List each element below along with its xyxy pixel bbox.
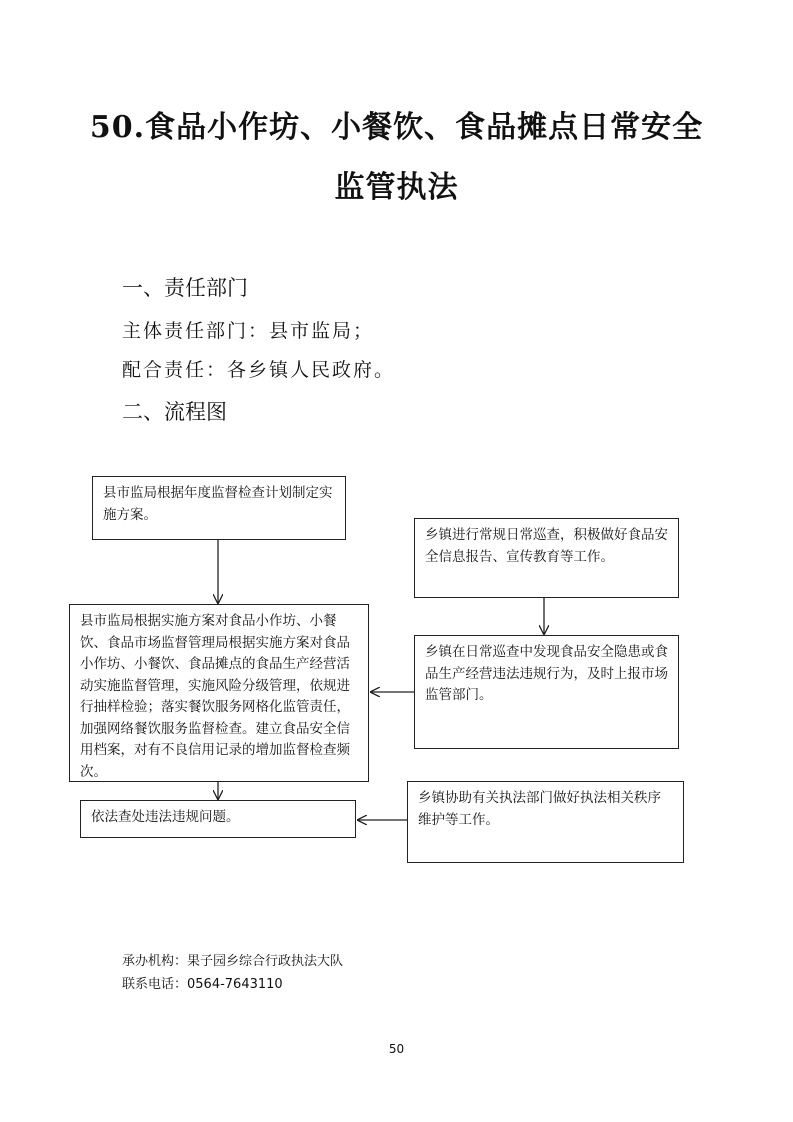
- section-heading-responsibility: 一、责任部门: [122, 276, 248, 300]
- page-title-line-1: 50.食品小作坊、小餐饮、食品摊点日常安全: [89, 110, 704, 145]
- flow-box-punish: 依法查处违法违规问题。: [80, 800, 356, 838]
- footer-phone: 联系电话：0564-7643110: [122, 977, 283, 992]
- footer-organization: 承办机构：果子园乡综合行政执法大队: [122, 954, 344, 969]
- cooperating-department-text: 配合责任：各乡镇人民政府。: [122, 359, 396, 381]
- flow-box-patrol: 乡镇进行常规日常巡查，积极做好食品安全信息报告、宣传教育等工作。: [414, 518, 679, 598]
- flow-box-plan: 县市监局根据年度监督检查计划制定实施方案。: [92, 476, 346, 540]
- flow-box-supervision: 县市监局根据实施方案对食品小作坊、小餐饮、食品市场监督管理局根据实施方案对食品小作坊、小餐饮、食品摊点的食品生产经营活动实施监督管理，实施风险分级管理，依规进行抽样检验；落实餐饮服务网格化监管责任，加强网络餐饮服务监督检查。建立食品安全信用档案，对有不良信用记录的增加监督检查频次。: [69, 604, 369, 782]
- main-department-text: 主体责任部门：县市监局；: [122, 320, 375, 342]
- page-title-line-2: 监管执法: [334, 170, 459, 205]
- section-heading-flowchart: 二、流程图: [122, 400, 227, 424]
- flow-box-report: 乡镇在日常巡查中发现食品安全隐患或食品生产经营违法违规行为，及时上报市场监管部门。: [414, 635, 679, 749]
- page-number: 50: [388, 1042, 405, 1056]
- flow-box-assist: 乡镇协助有关执法部门做好执法相关秩序维护等工作。: [407, 781, 684, 863]
